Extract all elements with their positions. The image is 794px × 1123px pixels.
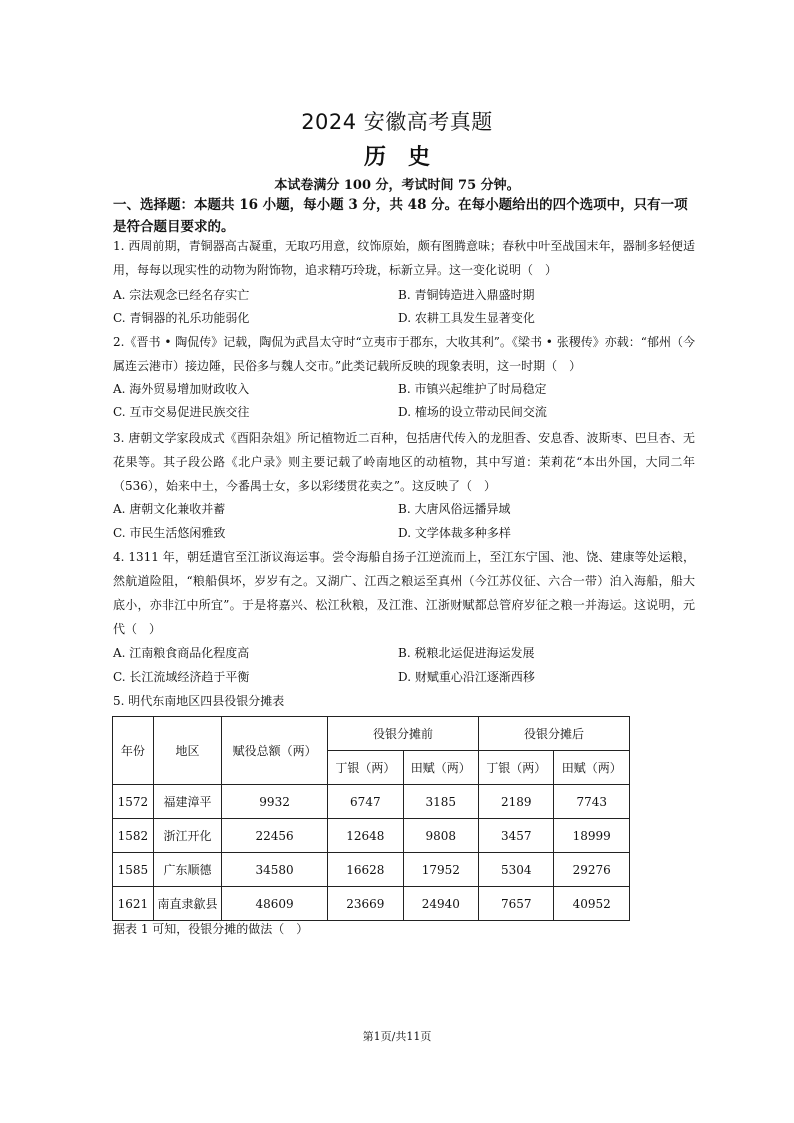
- cell-year: 1585: [113, 853, 154, 887]
- cell-tian-after: 7743: [554, 785, 630, 819]
- cell-ding-after: 3457: [479, 819, 554, 853]
- cell-total: 9932: [222, 785, 328, 819]
- question-1-option-b: B. 青铜铸造进入鼎盛时期: [398, 288, 535, 302]
- cell-tian-after: 40952: [554, 887, 630, 921]
- section-heading: 一、选择题：本题共 16 小题，每小题 3 分，共 48 分。在每小题给出的四个选项中，只有一项是符合题目要求的。: [113, 197, 688, 235]
- table-row: [113, 819, 630, 853]
- question-4-option-c: C. 长江流域经济趋于平衡: [113, 670, 250, 684]
- cell-ding-before: 6747: [328, 785, 403, 819]
- table-row: [113, 853, 630, 887]
- cell-ding-after: 7657: [479, 887, 554, 921]
- question-3-option-d: D. 文学体裁多种多样: [398, 526, 511, 540]
- question-2-option-b: B. 市镇兴起维护了时局稳定: [398, 382, 547, 396]
- cell-tian-before: 24940: [403, 887, 478, 921]
- cell-tian-after: 18999: [554, 819, 630, 853]
- question-1-stem: 1. 西周前期，青铜器高古凝重，无取巧用意，纹饰原始，颇有图腾意味；春秋中叶至战国末年，器制多轻便适用，每每以现实性的动物为附饰物，追求精巧玲珑，标新立异。这一变化说明（ ）: [113, 239, 695, 277]
- question-1-option-a: A. 宗法观念已经名存实亡: [113, 288, 250, 302]
- header-after: 役银分摊后: [479, 717, 630, 751]
- subheader-ding-before: 丁银（两）: [328, 751, 403, 785]
- cell-total: 34580: [222, 853, 328, 887]
- question-4-option-a: A. 江南粮食商品化程度高: [113, 646, 250, 660]
- cell-year: 1572: [113, 785, 154, 819]
- cell-region: 浙江开化: [153, 819, 221, 853]
- table-row: [113, 785, 630, 819]
- table-row: [113, 887, 630, 921]
- data-table: [112, 716, 630, 921]
- question-4-option-d: D. 财赋重心沿江逐渐西移: [398, 670, 535, 684]
- question-3-option-a: A. 唐朝文化兼收并蓄: [113, 502, 226, 516]
- question-5-stem: 5. 明代东南地区四县役银分摊表: [113, 694, 285, 708]
- question-4-option-b: B. 税粮北运促进海运发展: [398, 646, 535, 660]
- cell-tian-before: 9808: [403, 819, 478, 853]
- cell-total: 48609: [222, 887, 328, 921]
- cell-ding-before: 12648: [328, 819, 403, 853]
- header-total: 赋役总额（两）: [222, 717, 328, 785]
- cell-tian-after: 29276: [554, 853, 630, 887]
- question-4-stem: 4. 1311 年，朝廷遣官至江浙议海运事。尝令海船自扬子江逆流而上，至江东宁国、池、饶、建康等处运粮，然航道险阻，“粮船俱坏，岁岁有之。又湖广、江西之粮运至真州（今江苏仪征、六合一带）泊入海船，船大底小，亦非江中所宜”。于是将嘉兴、松江秋粮，及江淮、江浙财赋都总管府岁征之粮一并海运。这说明，元代（ ）: [113, 550, 695, 636]
- exam-title: 2024 安徽高考真题: [301, 110, 493, 134]
- question-2-option-a: A. 海外贸易增加财政收入: [113, 382, 250, 396]
- question-3-option-c: C. 市民生活悠闲雅致: [113, 526, 226, 540]
- question-1-option-c: C. 青铜器的礼乐功能弱化: [113, 311, 250, 325]
- cell-tian-before: 17952: [403, 853, 478, 887]
- exam-info: 本试卷满分 100 分，考试时间 75 分钟。: [274, 178, 520, 193]
- cell-total: 22456: [222, 819, 328, 853]
- question-2-stem: 2.《晋书 • 陶侃传》记载，陶侃为武昌太守时“立夷市于郡东，大收其利”。《梁书 • 张稷传》亦载：“郁州（今属连云港市）接边陲，民俗多与魏人交市。”此类记载所反映的现象表明，这一时期（ ）: [113, 335, 695, 373]
- subheader-tian-after: 田赋（两）: [554, 751, 630, 785]
- cell-region: 广东顺德: [153, 853, 221, 887]
- cell-year: 1621: [113, 887, 154, 921]
- question-2-option-d: D. 榷场的设立带动民间交流: [398, 405, 547, 419]
- cell-ding-before: 16628: [328, 853, 403, 887]
- cell-region: 南直隶歙县: [153, 887, 221, 921]
- subject-title: 历史: [363, 145, 452, 170]
- header-region: 地区: [153, 717, 221, 785]
- table-note: 据表 1 可知，役银分摊的做法（ ）: [113, 922, 309, 936]
- question-1-option-d: D. 农耕工具发生显著变化: [398, 311, 535, 325]
- cell-tian-before: 3185: [403, 785, 478, 819]
- header-before: 役银分摊前: [328, 717, 479, 751]
- question-3-option-b: B. 大唐风俗远播异域: [398, 502, 511, 516]
- header-year: 年份: [113, 717, 154, 785]
- cell-ding-before: 23669: [328, 887, 403, 921]
- cell-ding-after: 5304: [479, 853, 554, 887]
- table-header-row: [113, 717, 630, 751]
- subheader-ding-after: 丁银（两）: [479, 751, 554, 785]
- question-3-stem: 3. 唐朝文学家段成式《酉阳杂俎》所记植物近二百种，包括唐代传入的龙胆香、安息香、波斯枣、巴旦杏、无花果等。其子段公路《北户录》则主要记载了岭南地区的动植物，其中写道：茉莉花“本出外国，大同二年（536），始来中土，今番禺士女，多以彩缕贯花卖之”。这反映了（ ）: [113, 431, 695, 493]
- cell-region: 福建漳平: [153, 785, 221, 819]
- subheader-tian-before: 田赋（两）: [403, 751, 478, 785]
- cell-year: 1582: [113, 819, 154, 853]
- cell-ding-after: 2189: [479, 785, 554, 819]
- question-2-option-c: C. 互市交易促进民族交往: [113, 405, 250, 419]
- page-number: 第1页/共11页: [362, 1030, 432, 1043]
